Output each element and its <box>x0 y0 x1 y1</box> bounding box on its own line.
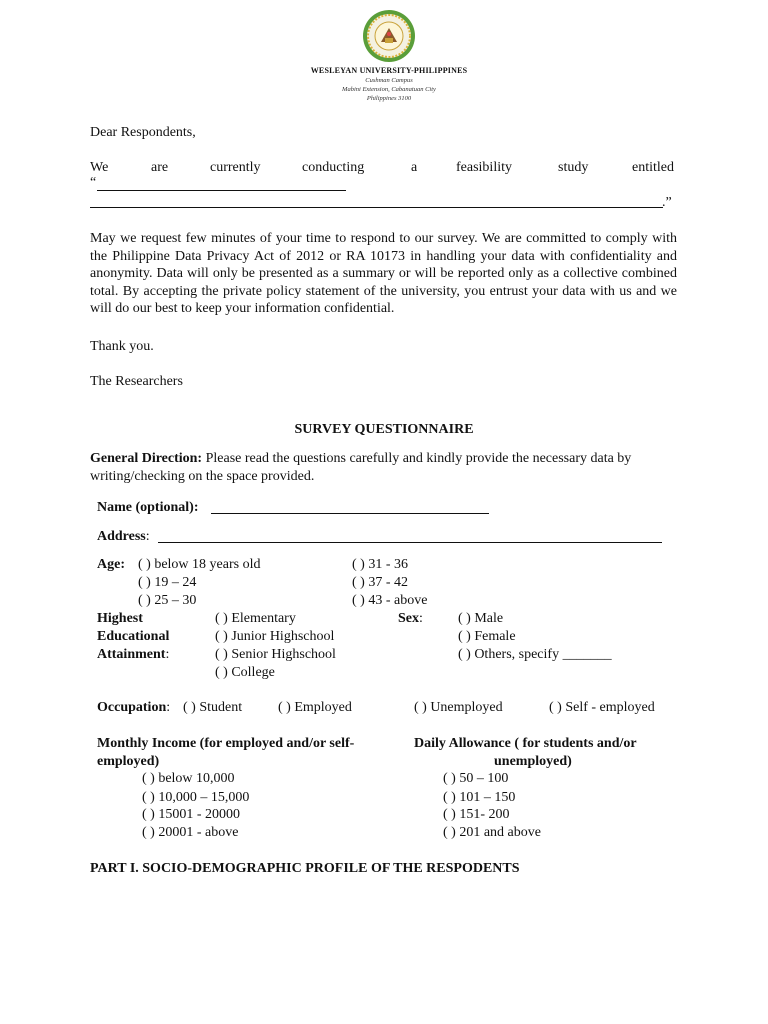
education-option[interactable]: ( ) Senior Highschool <box>215 647 336 662</box>
allowance-option[interactable]: ( ) 101 – 150 <box>443 790 516 805</box>
university-address-line1: Mabini Extension, Cabanatuan City <box>342 86 436 93</box>
intro-word: feasibility <box>456 160 512 175</box>
income-label-line2: employed) <box>97 754 160 769</box>
allowance-option[interactable]: ( ) 201 and above <box>443 825 541 840</box>
university-name: WESLEYAN UNIVERSITY-PHILIPPINES <box>310 66 468 75</box>
address-colon: : <box>145 529 150 544</box>
intro-word: are <box>151 160 169 175</box>
sex-label-group <box>398 610 423 628</box>
occupation-option[interactable]: ( ) Self - employed <box>549 700 655 715</box>
direction-label: General Direction: <box>90 451 203 466</box>
signoff: The Researchers <box>90 374 183 389</box>
title-blank-line-2[interactable] <box>90 207 663 208</box>
age-option[interactable]: ( ) 43 - above <box>352 593 428 608</box>
education-label-line3-group <box>97 646 169 664</box>
title-blank-line-1[interactable] <box>97 190 346 191</box>
education-label-line1: Highest <box>97 611 143 626</box>
income-option[interactable]: ( ) 15001 - 20000 <box>142 807 240 822</box>
allowance-label-line1: Daily Allowance ( for students and/or <box>414 736 637 751</box>
intro-word: We <box>90 160 109 175</box>
occupation-label-group <box>97 699 170 717</box>
allowance-option[interactable]: ( ) 50 – 100 <box>443 771 509 786</box>
allowance-label-line2: unemployed) <box>494 754 572 769</box>
sex-label: Sex <box>398 611 419 626</box>
age-option[interactable]: ( ) 19 – 24 <box>138 575 197 590</box>
survey-title: SURVEY QUESTIONNAIRE <box>294 422 474 437</box>
education-option[interactable]: ( ) Elementary <box>215 611 296 626</box>
age-label: Age: <box>97 557 125 572</box>
general-direction <box>90 450 677 486</box>
address-field[interactable] <box>158 542 662 543</box>
occupation-option[interactable]: ( ) Employed <box>278 700 352 715</box>
education-option[interactable]: ( ) College <box>215 665 275 680</box>
address-label-group <box>97 528 150 546</box>
thank-you: Thank you. <box>90 339 154 354</box>
sex-option[interactable]: ( ) Male <box>458 611 504 626</box>
education-colon: : <box>165 647 170 662</box>
intro-word: entitled <box>632 160 674 175</box>
intro-word: study <box>558 160 589 175</box>
address-label: Address <box>97 529 146 544</box>
income-option[interactable]: ( ) 10,000 – 15,000 <box>142 790 250 805</box>
part1-title: PART I. SOCIO-DEMOGRAPHIC PROFILE OF THE RESPODENTS <box>90 861 520 876</box>
education-label-line3: Attainment <box>97 647 166 662</box>
age-option[interactable]: ( ) 37 - 42 <box>352 575 408 590</box>
occupation-label: Occupation <box>97 700 167 715</box>
intro-word: a <box>411 160 418 175</box>
university-address-line2: Philippines 3100 <box>366 95 412 102</box>
age-option[interactable]: ( ) 31 - 36 <box>352 557 408 572</box>
sex-colon: : <box>419 611 423 626</box>
open-quote: “ <box>90 175 97 190</box>
close-quote: .” <box>662 195 672 210</box>
privacy-paragraph: May we request few minutes of your time to respond to our survey. We are committed to comply with the Philippine Data Privacy Act of 2012 or RA 10173 in handling your data with confidentiality and anonymity. Data will only be presented as a summary or will be reported only as a collective combined total. By accepting the private policy statement of the university, you entrust your data with us and we will do our best to keep your information confidential. <box>90 231 677 316</box>
income-label-line1: Monthly Income (for employed and/or self- <box>97 736 355 751</box>
income-option[interactable]: ( ) 20001 - above <box>142 825 239 840</box>
direction-text: Please read the questions carefully and kindly provide the necessary data by writing/checking on the space provided. <box>90 451 632 484</box>
occupation-option[interactable]: ( ) Student <box>183 700 243 715</box>
education-label-line2: Educational <box>97 629 170 644</box>
name-label: Name (optional): <box>97 500 199 515</box>
age-option[interactable]: ( ) below 18 years old <box>138 557 261 572</box>
income-option[interactable]: ( ) below 10,000 <box>142 771 235 786</box>
occupation-option[interactable]: ( ) Unemployed <box>414 700 503 715</box>
sex-option[interactable]: ( ) Others, specify _______ <box>458 647 612 662</box>
university-seal-icon <box>361 8 417 64</box>
intro-word: currently <box>210 160 261 175</box>
salutation: Dear Respondents, <box>90 125 196 140</box>
allowance-option[interactable]: ( ) 151- 200 <box>443 807 510 822</box>
campus-name: Cushman Campus <box>365 77 413 84</box>
intro-word: conducting <box>302 160 365 175</box>
education-option[interactable]: ( ) Junior Highschool <box>215 629 335 644</box>
occupation-colon: : <box>166 700 171 715</box>
age-option[interactable]: ( ) 25 – 30 <box>138 593 197 608</box>
sex-option[interactable]: ( ) Female <box>458 629 516 644</box>
name-field[interactable] <box>211 513 489 514</box>
